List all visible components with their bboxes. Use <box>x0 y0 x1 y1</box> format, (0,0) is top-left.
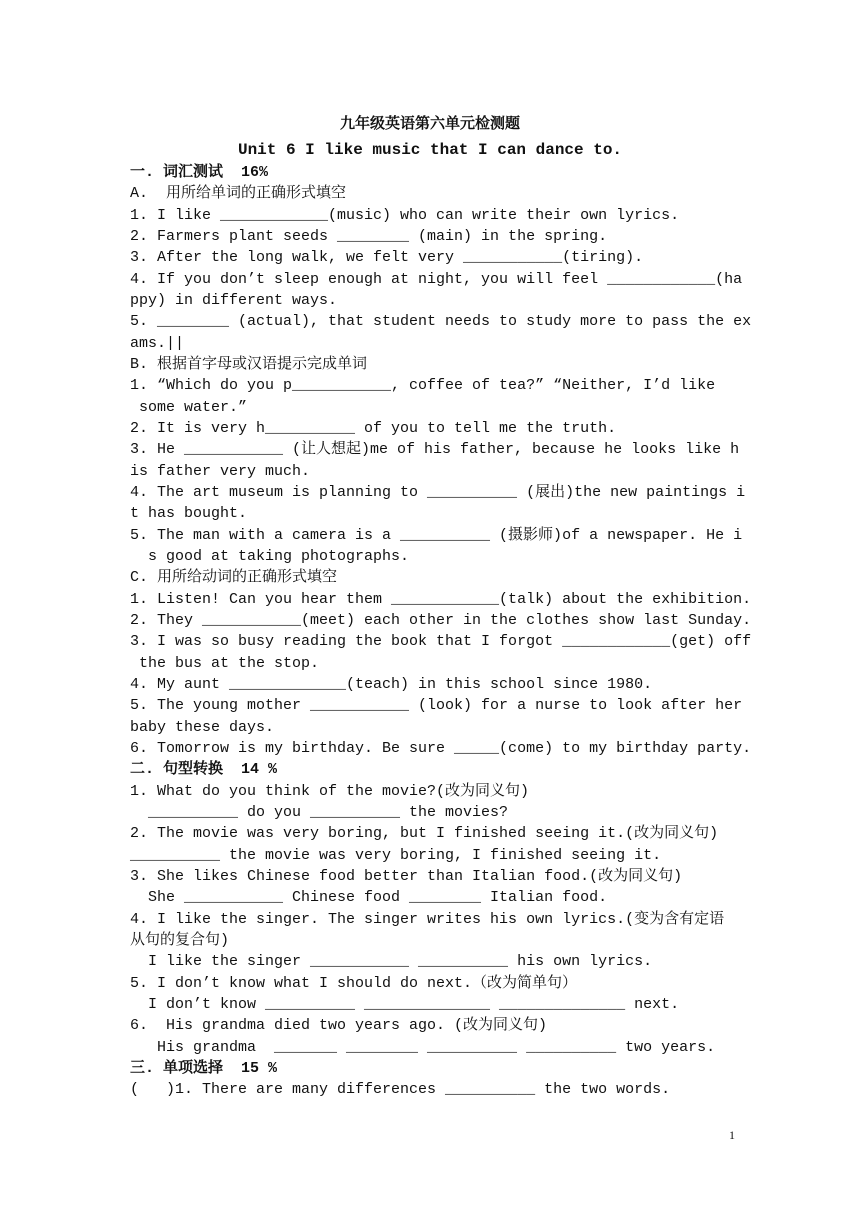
text-line: 3. She likes Chinese food better than Italian food.(改为同义句) <box>130 867 683 885</box>
text-line: 3. After the long walk, we felt very ___________(tiring). <box>130 249 644 267</box>
text-line: t has bought. <box>130 505 248 523</box>
text-line: s good at taking photographs. <box>130 547 410 565</box>
text-line: 三. 单项选择 15 % <box>130 1059 278 1077</box>
text-line: A. 用所给单词的正确形式填空 <box>130 185 347 203</box>
text-line: __________ the movie was very boring, I finished seeing it. <box>130 846 662 864</box>
text-line: I don’t know __________ ______________ ______________ next. <box>130 995 680 1013</box>
text-line: 二. 句型转换 14 % <box>130 761 278 779</box>
text-line: 5. ________ (actual), that student needs to study more to pass the ex <box>130 313 752 331</box>
text-line: 4. My aunt _____________(teach) in this school since 1980. <box>130 675 653 693</box>
document-subtitle: Unit 6 I like music that I can dance to. <box>237 141 623 159</box>
text-line: 2. Farmers plant seeds ________ (main) in the spring. <box>130 227 608 245</box>
text-line: some water.” <box>130 398 248 416</box>
text-line: His grandma _______ ________ __________ __________ two years. <box>130 1038 716 1056</box>
text-line: 2. They ___________(meet) each other in the clothes show last Sunday. <box>130 611 752 629</box>
text-line: 2. The movie was very boring, but I finished seeing it.(改为同义句) <box>130 825 719 843</box>
text-line: 2. It is very h__________ of you to tell me the truth. <box>130 419 617 437</box>
text-line: 5. The young mother ___________ (look) for a nurse to look after her <box>130 697 743 715</box>
text-line: 5. The man with a camera is a __________ (摄影师)of a newspaper. He i <box>130 526 743 544</box>
text-line: 1. What do you think of the movie?(改为同义句) <box>130 782 530 800</box>
text-line: 4. If you don’t sleep enough at night, you will feel ____________(ha <box>130 270 743 288</box>
text-line: baby these days. <box>130 718 275 736</box>
text-line: is father very much. <box>130 462 311 480</box>
text-line: 6. His grandma died two years ago. (改为同义句) <box>130 1017 548 1035</box>
text-line: 6. Tomorrow is my birthday. Be sure _____(come) to my birthday party. <box>130 739 752 757</box>
text-line: ( )1. There are many differences __________ the two words. <box>130 1081 671 1099</box>
text-line: 3. I was so busy reading the book that I forgot ____________(get) off <box>130 633 752 651</box>
text-line: ams.|| <box>130 334 185 352</box>
text-line: ppy) in different ways. <box>130 291 338 309</box>
text-line: 从句的复合句) <box>130 931 230 949</box>
text-line: 4. The art museum is planning to __________ (展出)the new paintings i <box>130 483 746 501</box>
text-line: 5. I don’t know what I should do next.（改为简单句） <box>130 974 578 992</box>
page-number: 1 <box>729 1128 735 1142</box>
text-line: 4. I like the singer. The singer writes his own lyrics.(变为含有定语 <box>130 910 725 928</box>
text-line: C. 用所给动词的正确形式填空 <box>130 569 338 587</box>
text-line: the bus at the stop. <box>130 654 320 672</box>
document-title: 九年级英语第六单元检测题 <box>339 114 520 132</box>
text-line: I like the singer ___________ __________ his own lyrics. <box>130 953 653 971</box>
text-line: 1. Listen! Can you hear them ____________(talk) about the exhibition. <box>130 590 752 608</box>
text-line: She ___________ Chinese food ________ Italian food. <box>130 889 608 907</box>
text-line: 3. He ___________ (让人想起)me of his father, because he looks like h <box>130 441 740 459</box>
text-line: 1. I like ____________(music) who can write their own lyrics. <box>130 206 680 224</box>
text-line: 1. “Which do you p___________, coffee of tea?” “Neither, I’d like <box>130 377 716 395</box>
text-line: B. 根据首字母或汉语提示完成单词 <box>130 355 368 373</box>
text-line: __________ do you __________ the movies? <box>130 803 509 821</box>
text-line: 一. 词汇测试 16% <box>130 164 269 181</box>
